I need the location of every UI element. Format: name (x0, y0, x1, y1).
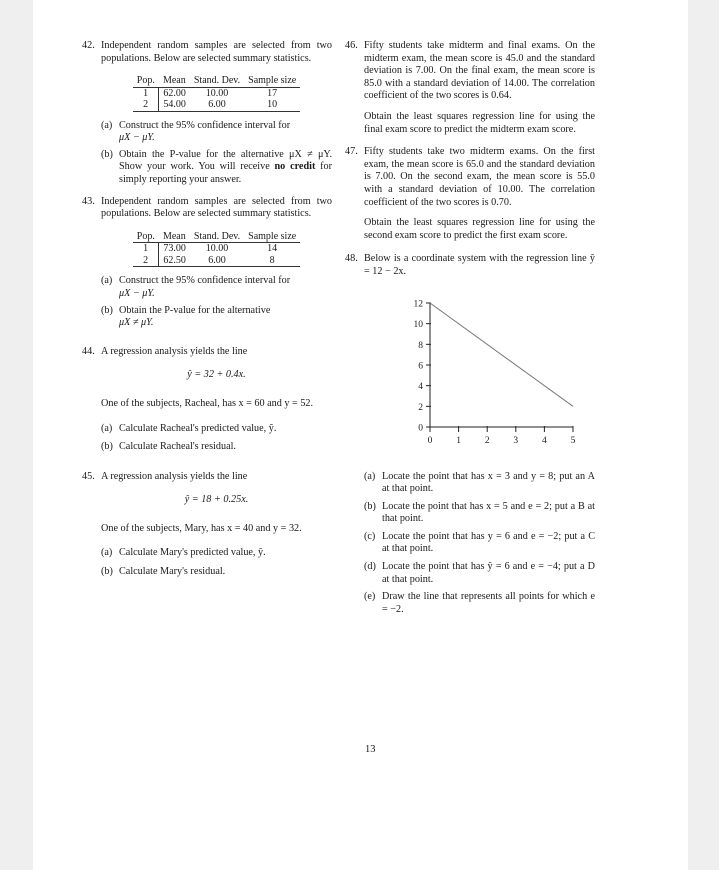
y-tick-label: 4 (418, 381, 423, 392)
problem-44 (82, 346, 332, 454)
part-label: (e) (364, 591, 376, 603)
y-tick-label: 0 (418, 423, 423, 433)
table-cell: 10.00 (205, 87, 229, 99)
part-text: for simply reporting your answer. (119, 161, 333, 186)
left-column (82, 40, 332, 579)
part-bold: no credit (274, 161, 316, 173)
problem-text: Independent random samples are selected from two populations. Below are selected summary statistics. (101, 195, 332, 220)
part-a (101, 423, 332, 436)
problem-number: 47. (345, 146, 358, 158)
table-cell: 1 (133, 87, 159, 99)
problem-46 (345, 40, 595, 136)
problem-number: 44. (82, 345, 95, 357)
table-cell: 2 (133, 99, 159, 111)
part-label: (b) (101, 441, 113, 453)
problem-48 (345, 253, 595, 616)
part-label: (c) (364, 530, 376, 542)
part-label: (b) (101, 304, 113, 316)
problem-text: Independent random samples are selected from two populations. Below are selected summary statistics. (101, 40, 332, 64)
table-cell: 10.00 (205, 243, 229, 255)
table-cell: 10 (244, 99, 300, 111)
regression-chart (385, 295, 585, 465)
summary-table (133, 75, 300, 112)
part-a (101, 120, 332, 145)
part-label: (b) (101, 566, 113, 578)
problem-45 (82, 471, 332, 579)
part-text: Calculate Racheal's predicted value, ŷ. (119, 422, 277, 434)
part-text: Obtain the P-value for the alternative μX ≠ μY. Show your work. You will receive (119, 148, 332, 173)
problem-number: 45. (82, 470, 95, 482)
problem-text: A regression analysis yields the line (101, 470, 248, 482)
part-label: (b) (101, 148, 113, 160)
part-text: Calculate Mary's residual. (119, 566, 226, 578)
table-header: Stand. Dev. (190, 75, 244, 87)
part-text: Locate the point that has y = 6 and e = −2; put a C at that point. (382, 530, 595, 555)
part-label: (a) (101, 422, 113, 434)
part-text: Draw the line that represents all points for which e = −2. (382, 591, 595, 615)
x-tick-label: 4 (542, 435, 547, 446)
y-tick-label: 12 (413, 299, 423, 309)
part-c (364, 531, 595, 556)
y-tick-label: 6 (418, 361, 423, 371)
regression-equation: ŷ = 32 + 0.4x. (187, 369, 246, 381)
table-header: Sample size (244, 231, 300, 243)
y-tick-label: 8 (418, 340, 423, 351)
y-tick-label: 10 (413, 319, 423, 330)
part-text: Calculate Racheal's residual. (119, 441, 236, 453)
page-number: 13 (365, 744, 376, 755)
table-cell: 2 (133, 255, 159, 267)
part-text: Locate the point that has x = 3 and y = 8; put an A at that point. (382, 470, 595, 495)
table-cell: 62.00 (163, 87, 186, 99)
right-column (345, 40, 595, 616)
subject-text: One of the subjects, Mary, has x = 40 and y = 32. (101, 522, 302, 534)
problem-number: 46. (345, 40, 358, 51)
problem-43 (82, 196, 332, 330)
table-cell: 17 (267, 87, 278, 99)
part-math: μX − μY. (119, 132, 155, 144)
regression-line (430, 303, 573, 406)
table-header: Mean (159, 75, 190, 87)
problem-text: Fifty students take two midterm exams. On the first exam, the mean score is 65.0 and the standard deviation is 7.00. On the second exam, the mean score is 55.0 with a standard deviation of 10.00. The correlation coefficient of the two scores is 0.70. (364, 146, 595, 208)
table-header: Stand. Dev. (190, 231, 244, 243)
problem-task: Obtain the least squares regression line for using the second exam score to predict the first exam score. (364, 217, 595, 241)
table-header: Pop. (133, 231, 159, 243)
part-text: Construct the 95% confidence interval for (119, 275, 291, 287)
problem-text: Below is a coordinate system with the regression line ŷ = 12 − 2x. (364, 253, 595, 277)
part-b (101, 441, 332, 454)
x-tick-label: 2 (484, 435, 490, 446)
table-header: Sample size (244, 75, 300, 87)
table-cell: 62.50 (159, 255, 190, 267)
problem-text: A regression analysis yields the line (101, 345, 248, 357)
x-tick-label: 0 (427, 435, 433, 446)
part-b (364, 501, 595, 526)
x-tick-label: 1 (456, 435, 461, 446)
x-tick-label: 3 (513, 435, 519, 446)
regression-equation: ŷ = 18 + 0.25x. (184, 494, 249, 506)
summary-table (133, 231, 300, 268)
table-row (133, 255, 300, 267)
subject-text: One of the subjects, Racheal, has x = 60 and y = 52. (101, 397, 314, 409)
problem-47 (345, 146, 595, 242)
part-text: Obtain the P-value for the alternative (119, 304, 271, 316)
x-tick-label: 5 (570, 435, 576, 446)
problem-task: Obtain the least squares regression line for using the final exam score to predict the midterm exam score. (364, 110, 595, 135)
part-text: Locate the point that has x = 5 and e = 2; put a B at that point. (382, 500, 595, 525)
part-b (101, 149, 332, 187)
part-d (364, 561, 595, 586)
part-text: Construct the 95% confidence interval for (119, 119, 291, 131)
part-label: (b) (364, 500, 376, 512)
table-cell: 73.00 (163, 243, 186, 255)
part-text: Locate the point that has ŷ = 6 and e = −4; put a D at that point. (382, 561, 595, 585)
problem-number: 43. (82, 195, 95, 207)
part-b (101, 566, 332, 579)
part-label: (a) (101, 547, 113, 559)
part-a (364, 471, 595, 496)
part-text: Calculate Mary's predicted value, ŷ. (119, 547, 266, 559)
table-cell: 1 (133, 243, 159, 255)
part-label: (a) (101, 275, 113, 287)
problem-text: Fifty students take midterm and final exams. On the midterm exam, the mean score is 45.0 and the standard deviation is 7.00. On the final exam, the mean score is 85.0 with a standard deviation of 14.00. The correlation coefficient of the two scores is 0.64. (364, 40, 595, 102)
problem-42 (82, 40, 332, 187)
table-row (133, 87, 300, 99)
part-a (101, 275, 332, 300)
table-cell: 6.00 (190, 255, 244, 267)
table-cell: 54.00 (159, 99, 190, 111)
table-header: Pop. (133, 75, 159, 87)
table-row (133, 243, 300, 255)
table-header: Mean (159, 231, 190, 243)
problem-number: 42. (82, 40, 95, 51)
part-label: (d) (364, 561, 376, 573)
part-label: (a) (101, 119, 113, 131)
part-b (101, 305, 332, 330)
table-row (133, 99, 300, 111)
y-tick-label: 2 (418, 402, 423, 413)
part-e (364, 591, 595, 616)
part-math: μX − μY. (119, 287, 155, 299)
table-cell: 8 (244, 255, 300, 267)
part-math: μX ≠ μY. (119, 317, 154, 329)
problem-number: 48. (345, 253, 358, 265)
part-a (101, 547, 332, 560)
table-cell: 6.00 (190, 99, 244, 111)
table-cell: 14 (267, 243, 278, 255)
part-label: (a) (364, 470, 376, 482)
